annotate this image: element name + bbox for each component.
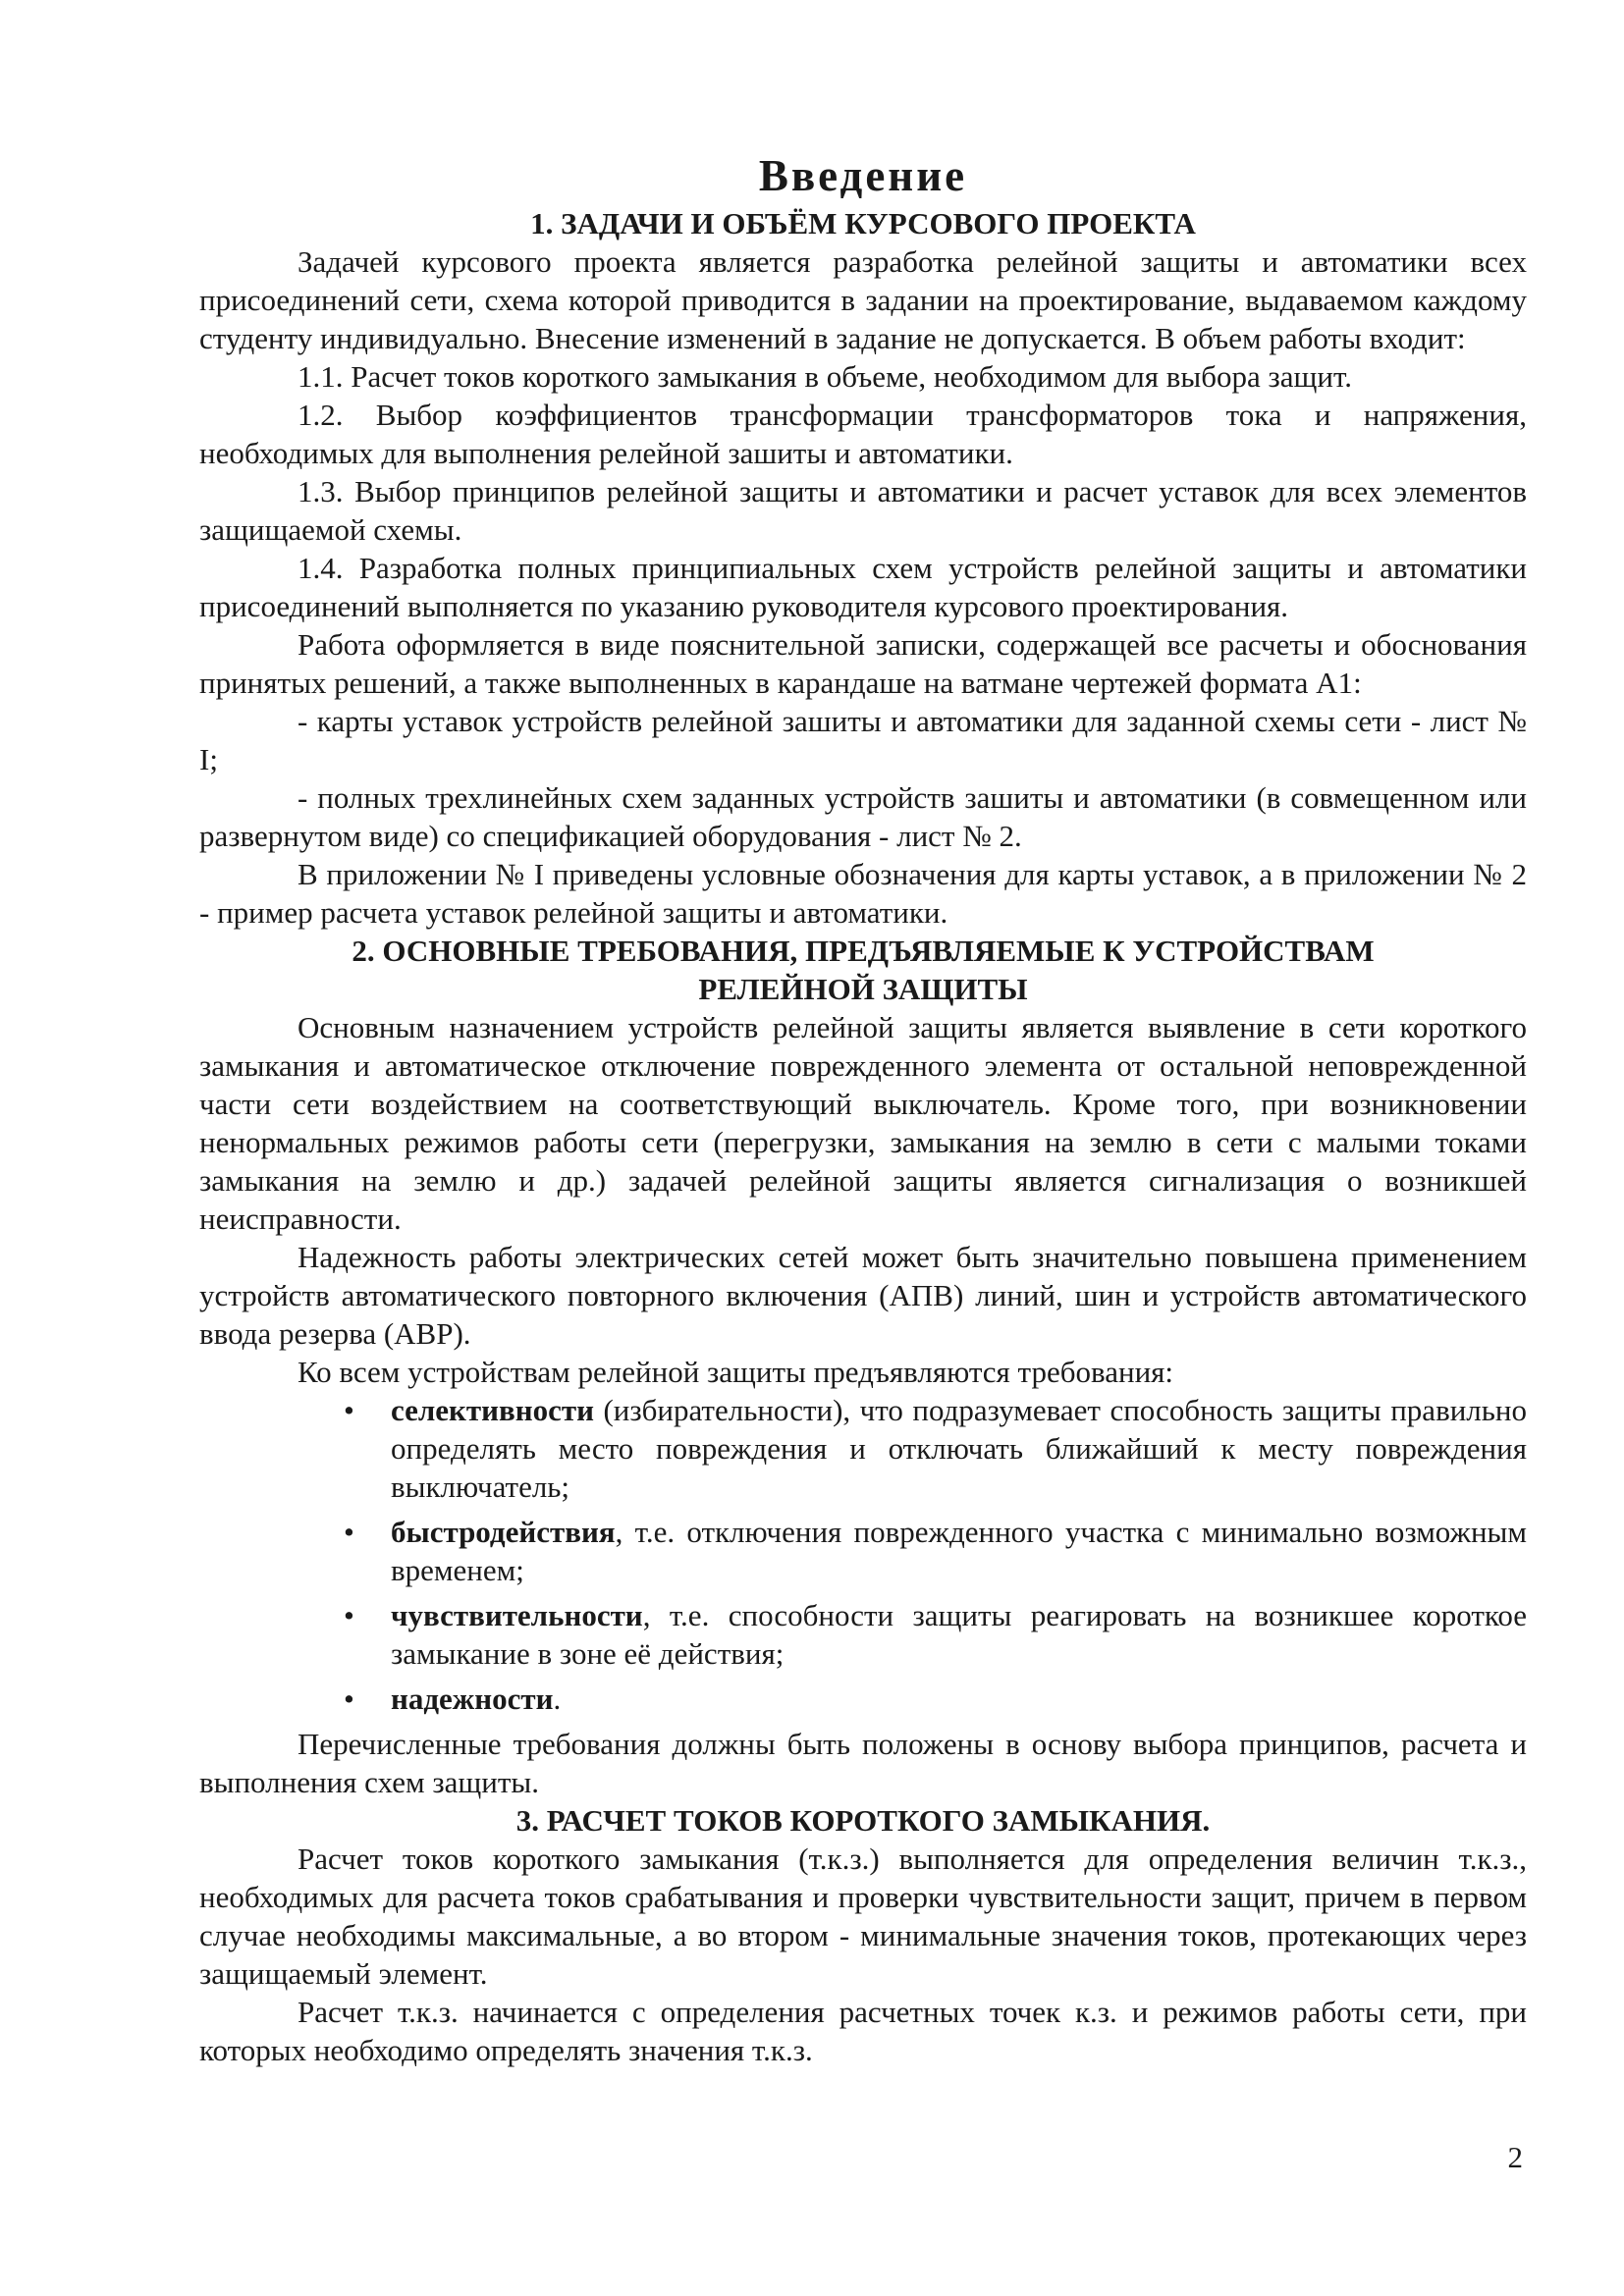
section-2-heading-line-1: 2. ОСНОВНЫЕ ТРЕБОВАНИЯ, ПРЕДЪЯВЛЯЕМЫЕ К УСТРОЙСТВАМ [352,934,1375,968]
task-item-1-4: 1.4. Разработка полных принципиальных схем устройств релейной защиты и автоматики присоединений выполняется по указанию руководителя курсового проектирования. [199,551,1527,623]
appendix-paragraph: В приложении № I приведены условные обозначения для карты уставок, а в приложении № 2 - пример расчета уставок релейной защиты и автоматики. [199,857,1527,930]
bullet-icon: • [344,1682,354,1716]
sheet-2-item: - полных трехлинейных схем заданных устройств зашиты и автоматики (в совмещенном или развернутом виде) со спецификацией оборудования - лист № 2. [199,780,1527,853]
section-1-heading: 1. ЗАДАЧИ И ОБЪЁМ КУРСОВОГО ПРОЕКТА [530,206,1196,240]
section-2-paragraph-1: Основным назначением устройств релейной защиты является выявление в сети короткого замыкания и автоматическое отключение поврежденного элемента от остальной неповрежденной части сети воздействием на соответствующий выключатель. Кроме того, при возникновении ненормальных режимов работы сети (перегрузки, замыкания на землю в сети с малыми токами замыкания на землю и др.) задачей релейной защиты является сигнализация о возникшей неисправности. [199,1010,1527,1236]
document-title: Введение [758,151,968,200]
requirement-term: чувствительности [391,1598,643,1632]
page-number: 2 [1507,2140,1523,2174]
requirement-text: . [553,1682,562,1716]
task-item-1-1: 1.1. Расчет токов короткого замыкания в объеме, необходимом для выбора защит. [298,359,1352,394]
requirement-term: быстродействия [391,1515,616,1549]
requirement-term: селективности [391,1393,594,1427]
section-3-heading: 3. РАСЧЕТ ТОКОВ КОРОТКОГО ЗАМЫКАНИЯ. [515,1803,1211,1838]
bullet-icon: • [344,1598,354,1632]
list-item [344,1513,1527,1589]
requirements-intro: Ко всем устройствам релейной защиты предъявляются требования: [298,1355,1174,1389]
section-3-paragraph-1: Расчет токов короткого замыкания (т.к.з.) выполняется для определения величин т.к.з., необходимых для расчета токов срабатывания и проверки чувствительности защит, причем в первом случае необходимы максимальные, а во втором - минимальные значения токов, протекающих через защищаемый элемент. [199,1842,1527,1991]
requirement-text: (избирательности), что подразумевает способность защиты правильно определять место повреждения и отключать ближайший к месту повреждения выключатель; [391,1393,1527,1504]
requirement-text: , т.е. способности защиты реагировать на возникшее короткое замыкание в зоне её действия; [391,1598,1527,1671]
work-format-paragraph: Работа оформляется в виде пояснительной записки, содержащей все расчеты и обоснования принятых решений, а также выполненных в карандаше на ватмане чертежей формата А1: [199,627,1527,700]
requirements-list [199,1391,1527,1718]
requirement-text: , т.е. отключения поврежденного участка с минимально возможным временем; [391,1515,1527,1587]
sheet-1-item: - карты уставок устройств релейной зашиты и автоматики для заданной схемы сети - лист № I; [199,704,1527,776]
list-item [344,1391,1527,1506]
section-3-paragraph-2: Расчет т.к.з. начинается с определения расчетных точек к.з. и режимов работы сети, при которых необходимо определять значения т.к.з. [199,1995,1527,2067]
section-1-intro: Задачей курсового проекта является разработка релейной защиты и автоматики всех присоединений сети, схема которой приводится в задании на проектирование, выдаваемом каждому студенту индивидуально. Внесение изменений в задание не допускается. В объем работы входит: [199,244,1527,355]
list-item [344,1680,1527,1718]
bullet-icon: • [344,1393,354,1427]
section-2-paragraph-2: Надежность работы электрических сетей может быть значительно повышена применением устройств автоматического повторного включения (АПВ) линий, шин и устройств автоматического ввода резерва (АВР). [199,1240,1527,1351]
list-item [344,1596,1527,1673]
document-page [199,147,1527,2069]
section-2-conclusion: Перечисленные требования должны быть положены в основу выбора принципов, расчета и выполнения схем защиты. [199,1727,1527,1799]
task-item-1-3: 1.3. Выбор принципов релейной защиты и автоматики и расчет уставок для всех элементов защищаемой схемы. [199,474,1527,547]
section-2-heading-line-2: РЕЛЕЙНОЙ ЗАЩИТЫ [698,972,1028,1006]
bullet-icon: • [344,1515,354,1549]
requirement-term: надежности [391,1682,554,1716]
task-item-1-2: 1.2. Выбор коэффициентов трансформации трансформаторов тока и напряжения, необходимых для выполнения релейной зашиты и автоматики. [199,398,1527,470]
